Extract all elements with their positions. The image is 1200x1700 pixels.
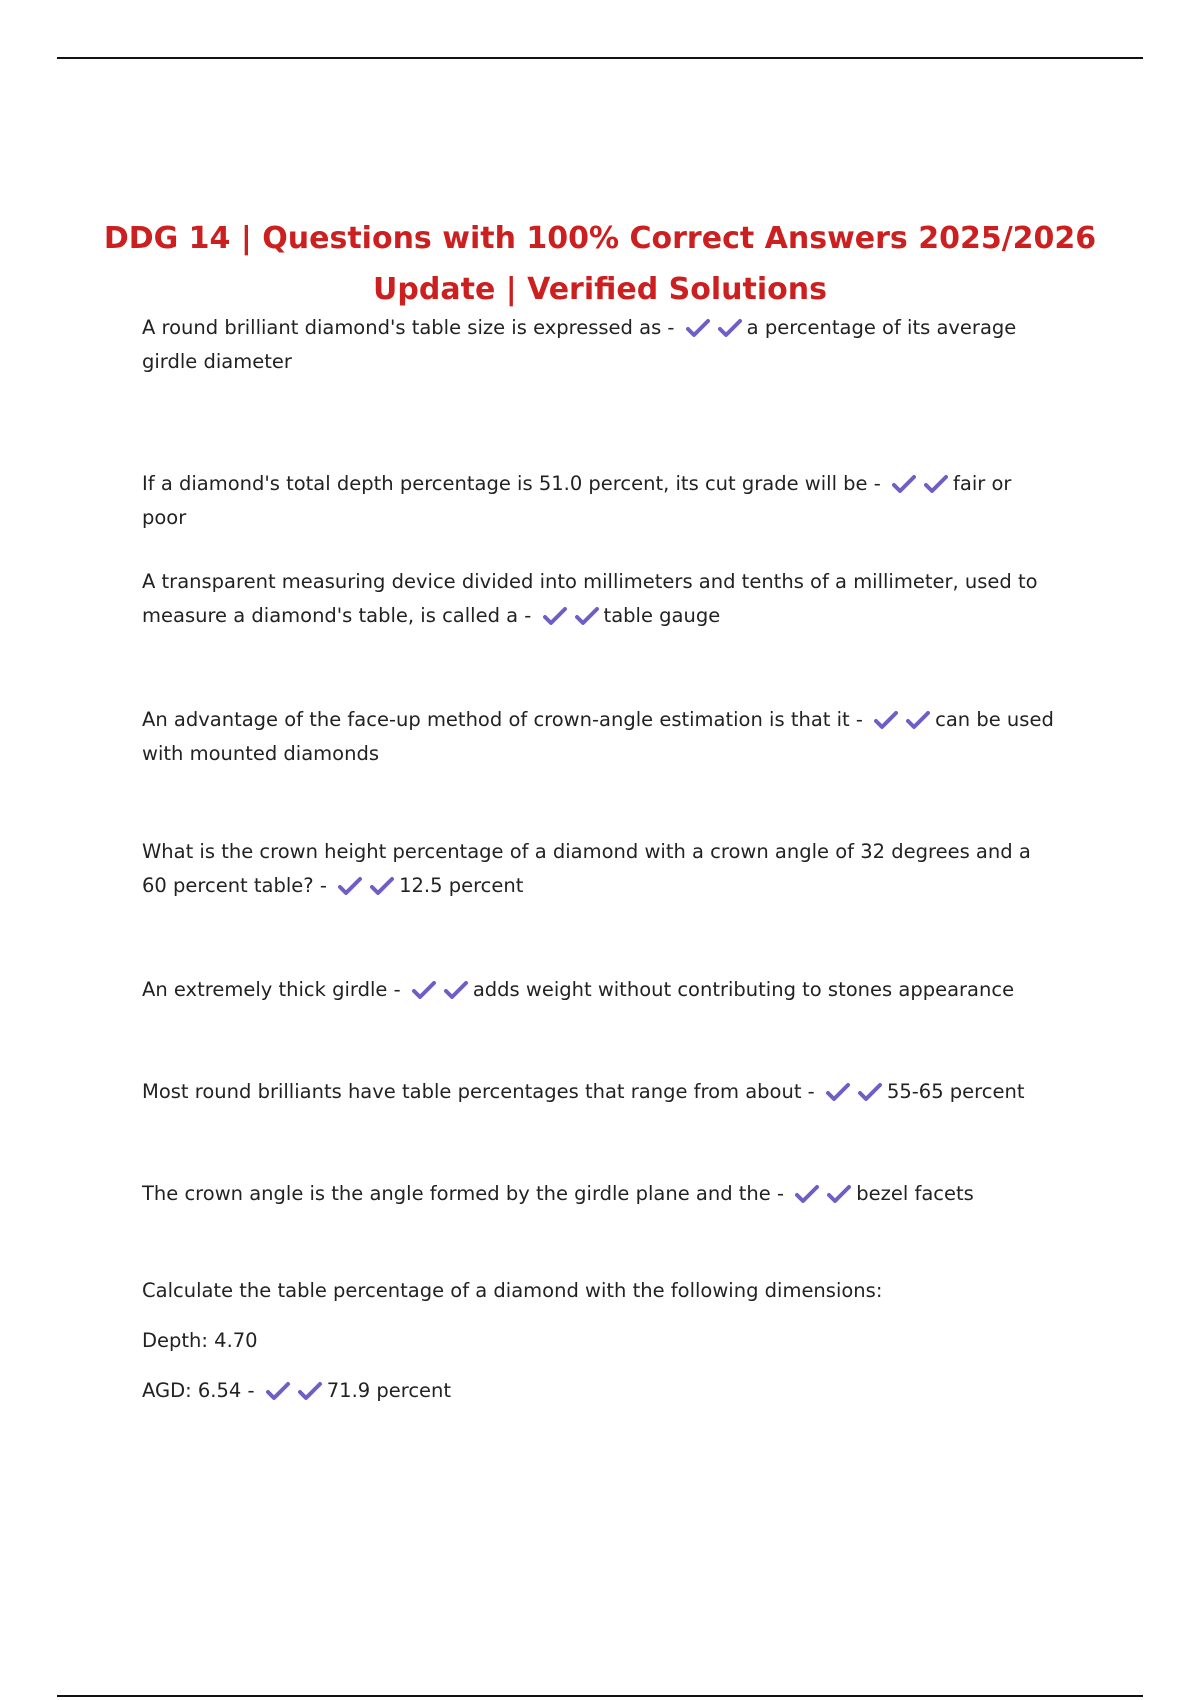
footer-rule <box>57 1695 1143 1697</box>
header-rule <box>57 57 1143 59</box>
check-icon <box>826 1184 852 1204</box>
answer-text: bezel facets <box>856 1182 974 1205</box>
check-icon <box>891 474 917 494</box>
answer-marker <box>794 1184 852 1204</box>
qa-item-5 <box>142 835 1060 903</box>
check-icon <box>411 980 437 1000</box>
question-line: AGD: 6.54 - <box>142 1379 255 1402</box>
check-icon <box>825 1082 851 1102</box>
answer-text: fair or poor <box>142 472 1012 529</box>
question-line: Calculate the table percentage of a diamond with the following dimensions: <box>142 1279 883 1302</box>
answer-marker <box>685 318 743 338</box>
answer-text: can be used with mounted diamonds <box>142 708 1054 765</box>
check-icon <box>369 876 395 896</box>
answer-text: adds weight without contributing to stones appearance <box>472 978 1015 1001</box>
question-text: What is the crown height percentage of a diamond with a crown angle of 32 degrees and a 60 percent table? - <box>142 840 1031 897</box>
check-icon <box>873 710 899 730</box>
qa-item-6 <box>142 973 1060 1007</box>
answer-text: a percentage of its average girdle diameter <box>142 316 1017 373</box>
check-icon <box>794 1184 820 1204</box>
question-text: Most round brilliants have table percentages that range from about - <box>142 1080 815 1103</box>
check-icon <box>297 1381 323 1401</box>
qa-item-9 <box>142 1274 1060 1408</box>
qa-item-2 <box>142 467 1060 535</box>
question-text: If a diamond's total depth percentage is 51.0 percent, its cut grade will be - <box>142 472 881 495</box>
qa-item-8 <box>142 1177 1060 1211</box>
check-icon <box>574 606 600 626</box>
answer-marker <box>873 710 931 730</box>
question-line: Depth: 4.70 <box>142 1329 258 1352</box>
answer-marker <box>337 876 395 896</box>
answer-text: 55-65 percent <box>886 1080 1025 1103</box>
check-icon <box>542 606 568 626</box>
qa-item-1 <box>142 311 1060 379</box>
check-icon <box>337 876 363 896</box>
document-title: DDG 14 | Questions with 100% Correct Answers 2025/2026 Update | Verified Solutions <box>103 221 1097 307</box>
answer-marker <box>265 1381 323 1401</box>
check-icon <box>685 318 711 338</box>
question-text: A round brilliant diamond's table size is expressed as - <box>142 316 675 339</box>
question-text: A transparent measuring device divided into millimeters and tenths of a millimeter, used to measure a diamond's table, is called a - <box>142 570 1038 627</box>
qa-item-4 <box>142 703 1060 771</box>
question-text: The crown angle is the angle formed by the girdle plane and the - <box>142 1182 785 1205</box>
check-icon <box>923 474 949 494</box>
answer-marker <box>542 606 600 626</box>
qa-item-3 <box>142 565 1060 633</box>
answer-text: 71.9 percent <box>326 1379 452 1402</box>
question-text: An advantage of the face-up method of crown-angle estimation is that it - <box>142 708 863 731</box>
qa-item-7 <box>142 1075 1060 1109</box>
question-line-with-answer <box>142 1374 1060 1408</box>
answer-marker <box>891 474 949 494</box>
question-text: An extremely thick girdle - <box>142 978 401 1001</box>
answer-marker <box>825 1082 883 1102</box>
check-icon <box>905 710 931 730</box>
answer-marker <box>411 980 469 1000</box>
check-icon <box>265 1381 291 1401</box>
check-icon <box>857 1082 883 1102</box>
answer-text: table gauge <box>603 604 721 627</box>
check-icon <box>717 318 743 338</box>
answer-text: 12.5 percent <box>399 874 524 897</box>
check-icon <box>443 980 469 1000</box>
